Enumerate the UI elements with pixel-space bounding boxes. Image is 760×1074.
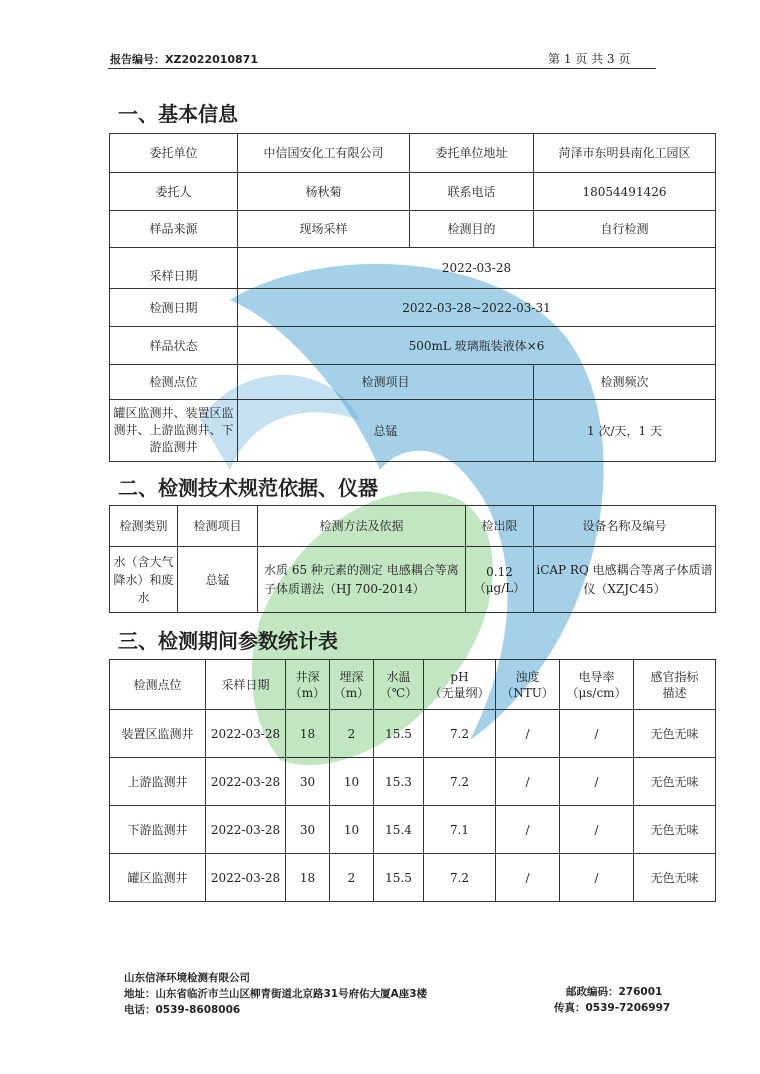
report-number: 报告编号：XZ2022010871 bbox=[110, 53, 258, 66]
source-value: 现场采样 bbox=[238, 211, 410, 248]
client-label: 委托单位 bbox=[110, 134, 238, 173]
row-ph: 7.2 bbox=[424, 854, 496, 902]
params-header-depth: 井深 （m） bbox=[286, 660, 330, 710]
contact-value: 杨秋菊 bbox=[238, 173, 410, 211]
row-turbidity: / bbox=[496, 806, 560, 854]
row-point: 上游监测井 bbox=[110, 758, 206, 806]
page-info: 第 1 页 共 3 页 bbox=[548, 52, 631, 66]
row-sense: 无色无味 bbox=[634, 806, 716, 854]
client-address-value: 菏泽市东明县南化工园区 bbox=[534, 134, 716, 173]
row-temp: 15.5 bbox=[374, 854, 424, 902]
row-turbidity: / bbox=[496, 710, 560, 758]
sample-date-label: 采样日期 bbox=[110, 248, 238, 289]
row-depth: 18 bbox=[286, 710, 330, 758]
row-depth: 30 bbox=[286, 806, 330, 854]
limit-unit: （μg/L） bbox=[473, 580, 526, 595]
items-label: 检测项目 bbox=[238, 365, 534, 400]
sample-date-value: 2022-03-28 bbox=[238, 248, 716, 289]
table-row bbox=[110, 710, 716, 758]
table-row bbox=[110, 806, 716, 854]
client-address-label: 委托单位地址 bbox=[410, 134, 534, 173]
section-title-basic-info: 一、基本信息 bbox=[118, 102, 238, 126]
contact-label: 委托人 bbox=[110, 173, 238, 211]
items-value: 总锰 bbox=[238, 400, 534, 462]
params-header-row bbox=[110, 660, 716, 710]
row-ph: 7.1 bbox=[424, 806, 496, 854]
method-header-item: 检测项目 bbox=[178, 506, 258, 547]
footer-postcode: 邮政编码：276001 bbox=[566, 986, 663, 998]
purpose-label: 检测目的 bbox=[410, 211, 534, 248]
row-depth: 30 bbox=[286, 758, 330, 806]
row-bury: 10 bbox=[330, 806, 374, 854]
row-temp: 15.3 bbox=[374, 758, 424, 806]
params-header-turbidity: 浊度 （NTU） bbox=[496, 660, 560, 710]
method-header-limit: 检出限 bbox=[466, 506, 534, 547]
footer-tel: 电话：0539-8608006 bbox=[124, 1004, 241, 1016]
method-header-category: 检测类别 bbox=[110, 506, 178, 547]
params-table bbox=[109, 659, 716, 902]
purpose-value: 自行检测 bbox=[534, 211, 716, 248]
row-ph: 7.2 bbox=[424, 710, 496, 758]
frequency-value: 1 次/天，1 天 bbox=[534, 400, 716, 462]
row-point: 罐区监测井 bbox=[110, 854, 206, 902]
row-point: 下游监测井 bbox=[110, 806, 206, 854]
footer-fax: 传真：0539-7206997 bbox=[554, 1002, 671, 1014]
row-depth: 18 bbox=[286, 854, 330, 902]
row-conductivity: / bbox=[560, 806, 634, 854]
row-temp: 15.4 bbox=[374, 806, 424, 854]
params-header-point: 检测点位 bbox=[110, 660, 206, 710]
sample-state-label: 样品状态 bbox=[110, 327, 238, 365]
row-conductivity: / bbox=[560, 758, 634, 806]
footer-company: 山东信泽环境检测有限公司 bbox=[124, 972, 250, 984]
params-header-sense: 感官指标 描述 bbox=[634, 660, 716, 710]
method-item: 总锰 bbox=[178, 547, 258, 613]
params-header-ph: pH （无量纲） bbox=[424, 660, 496, 710]
basic-info-table bbox=[109, 133, 716, 462]
source-label: 样品来源 bbox=[110, 211, 238, 248]
row-turbidity: / bbox=[496, 758, 560, 806]
method-device: iCAP RQ 电感耦合等离子体质谱仪（XZJC45） bbox=[534, 547, 716, 613]
frequency-label: 检测频次 bbox=[534, 365, 716, 400]
method-header-method: 检测方法及依据 bbox=[258, 506, 466, 547]
phone-value: 18054491426 bbox=[534, 173, 716, 211]
row-date: 2022-03-28 bbox=[206, 710, 286, 758]
test-date-label: 检测日期 bbox=[110, 289, 238, 327]
method-table bbox=[109, 505, 716, 613]
row-sense: 无色无味 bbox=[634, 758, 716, 806]
method-header-device: 设备名称及编号 bbox=[534, 506, 716, 547]
points-label: 检测点位 bbox=[110, 365, 238, 400]
row-conductivity: / bbox=[560, 710, 634, 758]
phone-label: 联系电话 bbox=[410, 173, 534, 211]
limit-value: 0.12 bbox=[486, 564, 513, 579]
params-header-bury: 埋深 （m） bbox=[330, 660, 374, 710]
params-header-date: 采样日期 bbox=[206, 660, 286, 710]
sample-state-value: 500mL 玻璃瓶装液体×6 bbox=[238, 327, 716, 365]
client-value: 中信国安化工有限公司 bbox=[238, 134, 410, 173]
section-title-params: 三、检测期间参数统计表 bbox=[118, 629, 338, 653]
row-sense: 无色无味 bbox=[634, 854, 716, 902]
row-ph: 7.2 bbox=[424, 758, 496, 806]
params-header-conductivity: 电导率 （μs/cm） bbox=[560, 660, 634, 710]
row-bury: 2 bbox=[330, 854, 374, 902]
table-row bbox=[110, 854, 716, 902]
row-point: 装置区监测井 bbox=[110, 710, 206, 758]
table-row bbox=[110, 758, 716, 806]
row-date: 2022-03-28 bbox=[206, 806, 286, 854]
row-bury: 10 bbox=[330, 758, 374, 806]
row-sense: 无色无味 bbox=[634, 710, 716, 758]
test-date-value: 2022-03-28~2022-03-31 bbox=[238, 289, 716, 327]
section-title-method: 二、检测技术规范依据、仪器 bbox=[118, 476, 378, 500]
points-value: 罐区监测井、装置区监测井、上游监测井、下游监测井 bbox=[110, 400, 238, 462]
header-divider bbox=[108, 68, 656, 69]
method-category: 水（含大气降水）和废水 bbox=[110, 547, 178, 613]
row-bury: 2 bbox=[330, 710, 374, 758]
row-date: 2022-03-28 bbox=[206, 758, 286, 806]
params-header-temp: 水温 （℃） bbox=[374, 660, 424, 710]
method-limit bbox=[466, 547, 534, 613]
footer-address: 地址：山东省临沂市兰山区柳青街道北京路31号府佑大厦A座3楼 bbox=[124, 988, 428, 1000]
row-conductivity: / bbox=[560, 854, 634, 902]
method-method: 水质 65 种元素的测定 电感耦合等离子体质谱法（HJ 700-2014） bbox=[258, 547, 466, 613]
row-date: 2022-03-28 bbox=[206, 854, 286, 902]
row-turbidity: / bbox=[496, 854, 560, 902]
row-temp: 15.5 bbox=[374, 710, 424, 758]
